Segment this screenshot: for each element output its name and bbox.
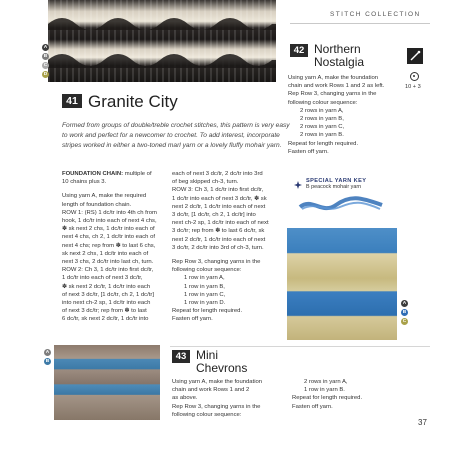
northern-nostalgia-number: 42 (290, 44, 308, 57)
yarn-marker-c: C (43, 63, 48, 68)
mini-chevrons-instructions-col1 (172, 378, 292, 419)
yarn-marker-d: D (43, 72, 48, 77)
instruction-line: 3 dc/tr, 2 dc/tr into 3rd of ch-3, turn. (172, 244, 264, 251)
instruction-line: ✽ sk next 2 dc/tr, 1 dc/tr into each (62, 283, 151, 290)
instruction-line: 1 row in yarn B, (184, 283, 225, 290)
granite-city-title: Granite City (88, 92, 178, 111)
title-line: Chevrons (196, 360, 248, 375)
instruction-line: next 2 dc/tr, 1 dc/tr into each of next (172, 203, 266, 210)
star-icon (294, 176, 302, 184)
granite-city-instructions-col2 (172, 170, 284, 324)
northern-nostalgia-title (314, 43, 364, 69)
instruction-line: Fasten off yarn. (172, 316, 213, 323)
instruction-line: of next 3 dc/tr, [1 dc/tr, ch 2, 1 dc/tr] (62, 291, 155, 298)
instruction-line: Repeat for length required. (292, 395, 363, 402)
mini-chevrons-instructions-col2 (292, 378, 412, 411)
instruction-line: 1 row in yarn C, (184, 291, 226, 298)
instruction-line: Using yarn A, make the foundation (172, 379, 263, 385)
instruction-line: chain and work Rows 1 and 2 (172, 387, 250, 394)
yarn-marker-a: A (43, 45, 48, 50)
instruction-line: of beg skipped ch-3, turn. (172, 179, 239, 186)
pattern-repeat-icon (410, 72, 419, 81)
yarn-marker-b: B (43, 54, 48, 59)
instruction-line: 1 dc/tr into each of next 3 dc/tr, (62, 275, 143, 282)
instruction-line: into next ch-2 sp, 1 dc/tr into each (62, 300, 151, 307)
instruction-line: 3 dc/tr, [1 dc/tr, ch 2, 1 dc/tr] into (172, 212, 256, 219)
instruction-line: Repeat for length required. (172, 308, 243, 315)
instruction-line: 2 rows in yarn B, (300, 116, 344, 123)
yarn-marker-a: A (402, 301, 407, 306)
foundation-chain-rest: multiple of (124, 171, 152, 177)
swatch-wave-overlay (48, 0, 276, 82)
instruction-line: ROW 1: (RS) 1 dc/tr into 4th ch from (62, 209, 157, 216)
hook-icon (407, 48, 423, 64)
instruction-line: hook, 1 dc/tr into each of next 4 chs, (62, 218, 157, 225)
yarn-marker-b: B (45, 359, 50, 364)
mini-chevrons-title (196, 349, 247, 375)
granite-city-instructions-col1 (62, 170, 172, 324)
instruction-line: next 3 chs, 2 dc/tr into last ch, turn. (62, 259, 154, 266)
peacock-yarn-sample (298, 193, 384, 217)
special-yarn-key-item: B peacock mohair yarn (306, 184, 362, 190)
instruction-line: Using yarn A, make the required (62, 193, 147, 200)
instruction-line: 1 row in yarn A, (184, 275, 225, 282)
header-divider (290, 23, 430, 24)
yarn-marker-a: A (45, 350, 50, 355)
instruction-line: each of next 3 dc/tr, 2 dc/tr into 3rd (172, 171, 263, 177)
title-line: Northern (314, 42, 361, 56)
special-yarn-key-label: SPECIAL YARN KEY (306, 178, 367, 184)
instruction-line: 2 rows in yarn C, (300, 124, 345, 131)
instruction-line: following colour sequence: (288, 99, 358, 106)
instruction-line: 6 dc/tr, sk next 2 dc/tr, 1 dc/tr into (62, 316, 149, 323)
instruction-line: sk next 2 chs, 1 dc/tr into each of (62, 250, 149, 257)
instruction-line: following colour sequence: (172, 411, 242, 418)
yarn-marker-b: B (402, 310, 407, 315)
instruction-line: 1 row in yarn B. (304, 387, 345, 394)
instruction-line: ✽ sk next 2 chs, 1 dc/tr into each of (62, 226, 155, 233)
running-head: STITCH COLLECTION (330, 11, 421, 18)
star-icon-graphic (294, 181, 302, 189)
instruction-line: 2 rows in yarn A, (304, 379, 348, 385)
instruction-line: chain and work Rows 1 and 2 as left. (288, 83, 385, 90)
mini-chevrons-swatch-photo (54, 345, 160, 420)
instruction-line: 3 dc/tr; rep from ✽ to last 6 dc/tr, sk (172, 228, 265, 235)
title-line: Mini (196, 348, 219, 362)
instruction-line: 2 rows in yarn B. (300, 132, 344, 139)
granite-city-number: 41 (62, 94, 82, 108)
instruction-line: next 4 chs, ch 2, 1 dc/tr into each of (62, 234, 155, 241)
instruction-line: Using yarn A, make the foundation (288, 75, 379, 81)
granite-city-swatch-photo (48, 0, 276, 82)
yarn-sample-graphic (298, 193, 384, 217)
instruction-line: ROW 3: Ch 3, 1 dc/tr into first dc/tr, (172, 187, 264, 194)
instruction-line: next ch-2 sp, 1 dc/tr into each of next (172, 220, 269, 227)
instruction-line: Rep Row 3, changing yarns in the (172, 259, 261, 266)
granite-city-intro: Formed from groups of double/treble crochet stitches, this pattern is very easy to work and perfect for a newcomer to crochet. To add interest, incorporate stripes worked in either a two-toned marl yarn or a lovely fluffy mohair yarn. (62, 122, 290, 149)
hook-icon-graphic (407, 48, 423, 64)
foundation-chain-label: FOUNDATION CHAIN: (62, 171, 124, 177)
instruction-line: following colour sequence: (172, 267, 242, 274)
instruction-line: Repeat for length required. (288, 140, 359, 147)
yarn-marker-c: C (402, 319, 407, 324)
instruction-line: Fasten off yarn. (288, 148, 329, 155)
instruction-line (62, 170, 172, 178)
instruction-line: 10 chains plus 3. (62, 179, 107, 186)
instruction-line: ROW 2: Ch 3, 1 dc/tr into first dc/tr, (62, 267, 154, 274)
instruction-line: Rep Row 3, changing yarns in the (288, 91, 377, 98)
title-line: Nostalgia (314, 54, 365, 69)
instruction-line: Fasten off yarn. (292, 403, 333, 410)
instruction-line: next 4 chs; rep from ✽ to last 6 chs, (62, 242, 156, 249)
instruction-line: 1 row in yarn D. (184, 300, 226, 307)
instruction-line: next 2 dc/tr, 1 dc/tr into each of next (172, 236, 266, 243)
instruction-line: as above. (172, 395, 198, 402)
section-divider (170, 346, 430, 347)
instruction-line: Rep Row 3, changing yarns in the (172, 403, 261, 410)
instruction-line: 1 dc/tr into each of next 3 dc/tr, ✽ sk (172, 195, 267, 202)
instruction-line: 2 rows in yarn A, (300, 107, 344, 114)
page-number: 37 (418, 418, 427, 427)
pattern-repeat-label: 10 + 3 (405, 84, 421, 90)
mini-chevrons-number: 43 (172, 350, 190, 363)
instruction-line: of next 3 dc/tr; rep from ✽ to last (62, 308, 147, 315)
instruction-line: length of foundation chain. (62, 201, 132, 208)
northern-nostalgia-instructions (288, 74, 408, 156)
northern-nostalgia-swatch-photo (287, 228, 397, 340)
